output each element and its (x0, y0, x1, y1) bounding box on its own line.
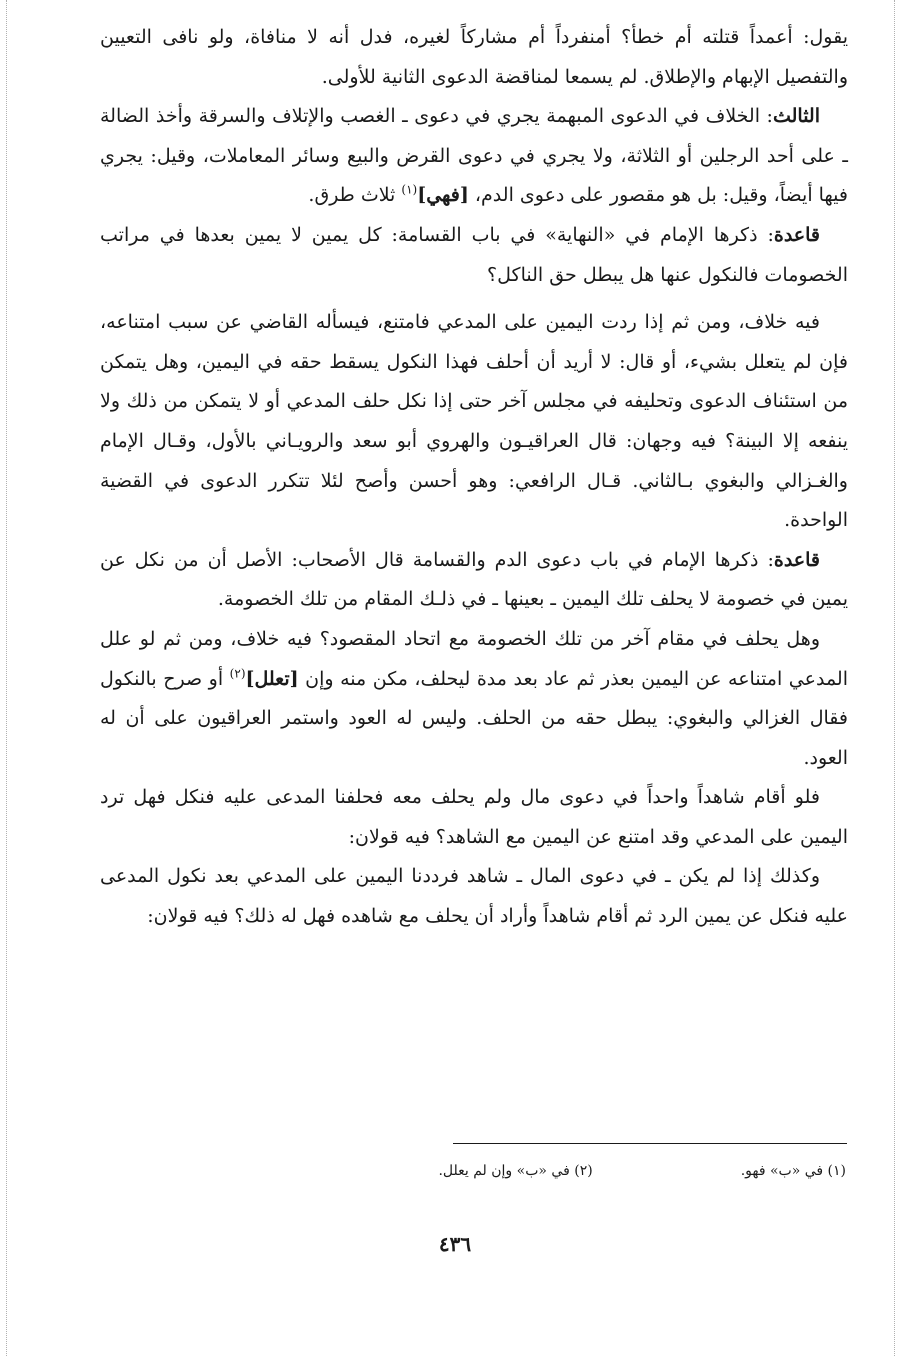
paragraph-1-text: يقول: أعمداً قتلته أم خطأ؟ أمنفرداً أم مشاركاً لغيره، فدل أنه لا منافاة، ولو نافى التعيين والتفصيل الإبهام والإطلاق. لم يسمعا لمناقضة الدعوى الثانية للأولى. (100, 26, 848, 88)
paragraph-2 (100, 97, 848, 216)
paragraph-8-text: وكذلك إذا لم يكن ـ في دعوى المال ـ شاهد فرددنا اليمين على المدعي بعد نكول المدعى عليه فنكل عن يمين الرد ثم أقام شاهداً وأراد أن يحلف مع شاهده فهل له ذلك؟ فيه قولان: (100, 865, 848, 928)
paragraph-7 (100, 778, 848, 857)
footnote-ref-2: (٢) (229, 666, 246, 681)
paragraph-2-label: الثالث (772, 105, 820, 128)
scan-edge-left (6, 0, 7, 1356)
paragraph-5-text: : ذكرها الإمام في باب دعوى الدم والقسامة قال الأصحاب: الأصل أن من نكل عن يمين في خصومة لا يحلف تلك اليمين ـ بعينها ـ في ذلـك المقام من تلك الخصومة. (100, 548, 848, 611)
paragraph-5 (100, 541, 848, 620)
scan-edge-right (894, 0, 895, 1356)
paragraph-4-text: فيه خلاف، ومن ثم إذا ردت اليمين على المدعي فامتنع، فيسأله القاضي عن سبب امتناعه، فإن لم يتعلل بشيء، أو قال: لا أريد أن أحلف فهذا النكول يسقط حقه في اليمين، وهل يتمكن من استئناف الدعوى وتحليفه في مجلس آخر حتى إذا نكل حلف المدعي أو لا يتمكن من ذلك ولا ينفعه إلا البينة؟ فيه وجهان: قال العراقيـون والهروي أبو سعد والرويـاني بالأول، وقـال الإمام والغـزالي والبغوي بـالثاني. قـال الرافعي: وهو أحسن وأصح لئلا تتكرر الدعوى في القضية الواحدة. (100, 311, 848, 532)
paragraph-6 (100, 620, 848, 778)
page-body (100, 18, 848, 937)
paragraph-2-bracket-word: [فهي] (417, 184, 469, 207)
paragraph-2-text-b: ثلاث طرق. (308, 184, 402, 207)
paragraph-5-label: قاعدة (773, 548, 820, 571)
footnote-1: (١) في «ب» فهو. (740, 1163, 846, 1179)
paragraph-6-text-a: وهل يحلف في مقام آخر من تلك الخصومة مع اتحاد المقصود؟ فيه خلاف، ومن ثم لو علل المدعي امتناعه عن اليمين بعذر ثم عاد بعد مدة ليحلف، مكن منه وإن (100, 627, 849, 690)
footnote-divider (453, 1143, 847, 1144)
paragraph-3 (100, 216, 848, 295)
paragraph-4 (100, 303, 848, 541)
footnote-ref-1: (١) (401, 183, 418, 198)
paragraph-7-text: فلو أقام شاهداً واحداً في دعوى مال ولم يحلف معه فحلفنا المدعى عليه فنكل فهل ترد اليمين على المدعي وقد امتنع عن اليمين مع الشاهد؟ فيه قولان: (100, 786, 848, 848)
paragraph-2-text-a: : الخلاف في الدعوى المبهمة يجري في دعوى ـ الغصب والإتلاف والسرقة وأخذ الضالة ـ على أحد الرجلين أو الثلاثة، ولا يجري في دعوى القرض والبيع وسائر المعاملات، وقيل: يجري فيها أيضاً، وقيل: بل هو مقصور على دعوى الدم، (100, 105, 848, 207)
paragraph-6-bracket-word: [تعلل] (245, 667, 299, 690)
paragraph-3-label: قاعدة (773, 223, 820, 246)
paragraph-8 (100, 857, 848, 936)
paragraph-1 (100, 18, 848, 97)
footnote-2: (٢) في «ب» وإن لم يعلل. (438, 1163, 593, 1179)
paragraph-6-text-b: أو صرح بالنكول فقال الغزالي والبغوي: يبطل حقه من الحلف. وليس له العود واستمر العراقيون على أن له العود. (100, 667, 848, 769)
footnotes (100, 1160, 846, 1182)
paragraph-3-text: : ذكرها الإمام في «النهاية» في باب القسامة: كل يمين لا يمين بعدها في مراتب الخصومات فالنكول عنها هل يبطل حق الناكل؟ (100, 223, 848, 286)
page-number: ٤٣٦ (438, 1232, 472, 1256)
